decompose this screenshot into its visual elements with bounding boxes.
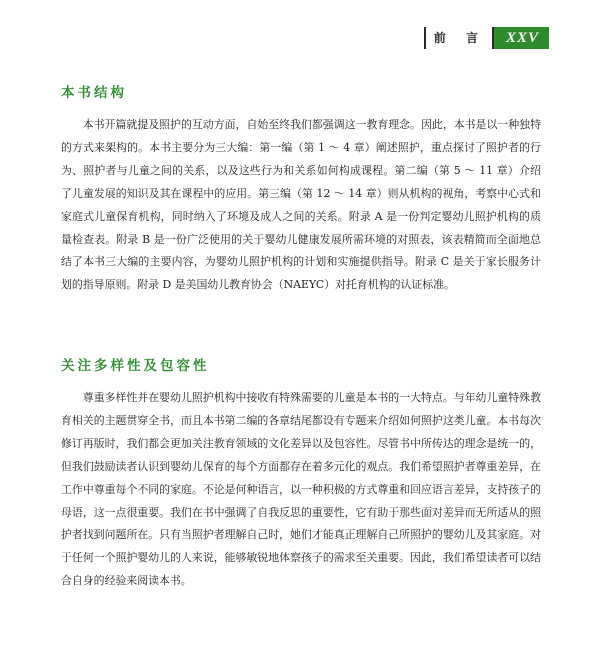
section-book-structure <box>61 84 541 297</box>
section-diversity-inclusion <box>61 357 541 593</box>
running-header-title: 前 言 <box>433 31 486 45</box>
section-heading: 本书结构 <box>61 85 127 101</box>
page-number: XXV <box>494 27 549 49</box>
section-heading: 关注多样性及包容性 <box>61 358 210 374</box>
section-paragraph: 本书开篇就提及照护的互动方面，自始至终我们都强调这一教育理念。因此，本书是以一种独特的方式来架构的。本书主要分为三大编：第一编（第 1 ～ 4 章）阐述照护，重点探讨了照护者的行为、照护者与儿童之间的关系，以及这些行为和关系如何构成课程。第二编（第 5 ～ 11 章）介绍了儿童发展的知识及其在课程中的应用。第三编（第 12 ～ 14 章）则从机构的视角，考察中心式和家庭式儿童保育机构，同时纳入了环境及成人之间的关系。附录 A 是一份判定婴幼儿照护机构的质量检查表。附录 B 是一份广泛使用的关于婴幼儿健康发展所需环境的对照表，该表精简而全面地总结了本书三大编的主要内容，为婴幼儿照护机构的计划和实施提供指导。附录 C 是关于家长服务计划的指导原则。附录 D 是美国幼儿教育协会（NAEYC）对托育机构的认证标准。 <box>61 118 541 292</box>
section-paragraph: 尊重多样性并在婴幼儿照护机构中接收有特殊需要的儿童是本书的一大特点。与年幼儿童特殊教育相关的主题贯穿全书，而且本书第二编的各章结尾都设有专题来介绍如何照护这类儿童。本书每次修订再版时，我们都会更加关注教育领域的文化差异以及包容性。尽管书中所传达的理念是统一的，但我们鼓励读者认识到婴幼儿保育的每个方面都存在着多元化的观点。我们希望照护者尊重差异，在工作中尊重每个不同的家庭。不论是何种语言，以一种积极的方式尊重和回应语言差异，支持孩子的母语，这一点很重要。我们在书中强调了自我反思的重要性，它有助于那些面对差异而无所适从的照护者找到问题所在。只有当照护者理解自己时，她们才能真正理解自己所照护的婴幼儿及其家庭。对于任何一个照护婴幼儿的人来说，能够敏锐地体察孩子的需求至关重要。因此，我们希望读者可以结合自身的经验来阅读本书。 <box>61 391 541 588</box>
header-divider <box>424 27 426 49</box>
running-header <box>424 27 549 49</box>
